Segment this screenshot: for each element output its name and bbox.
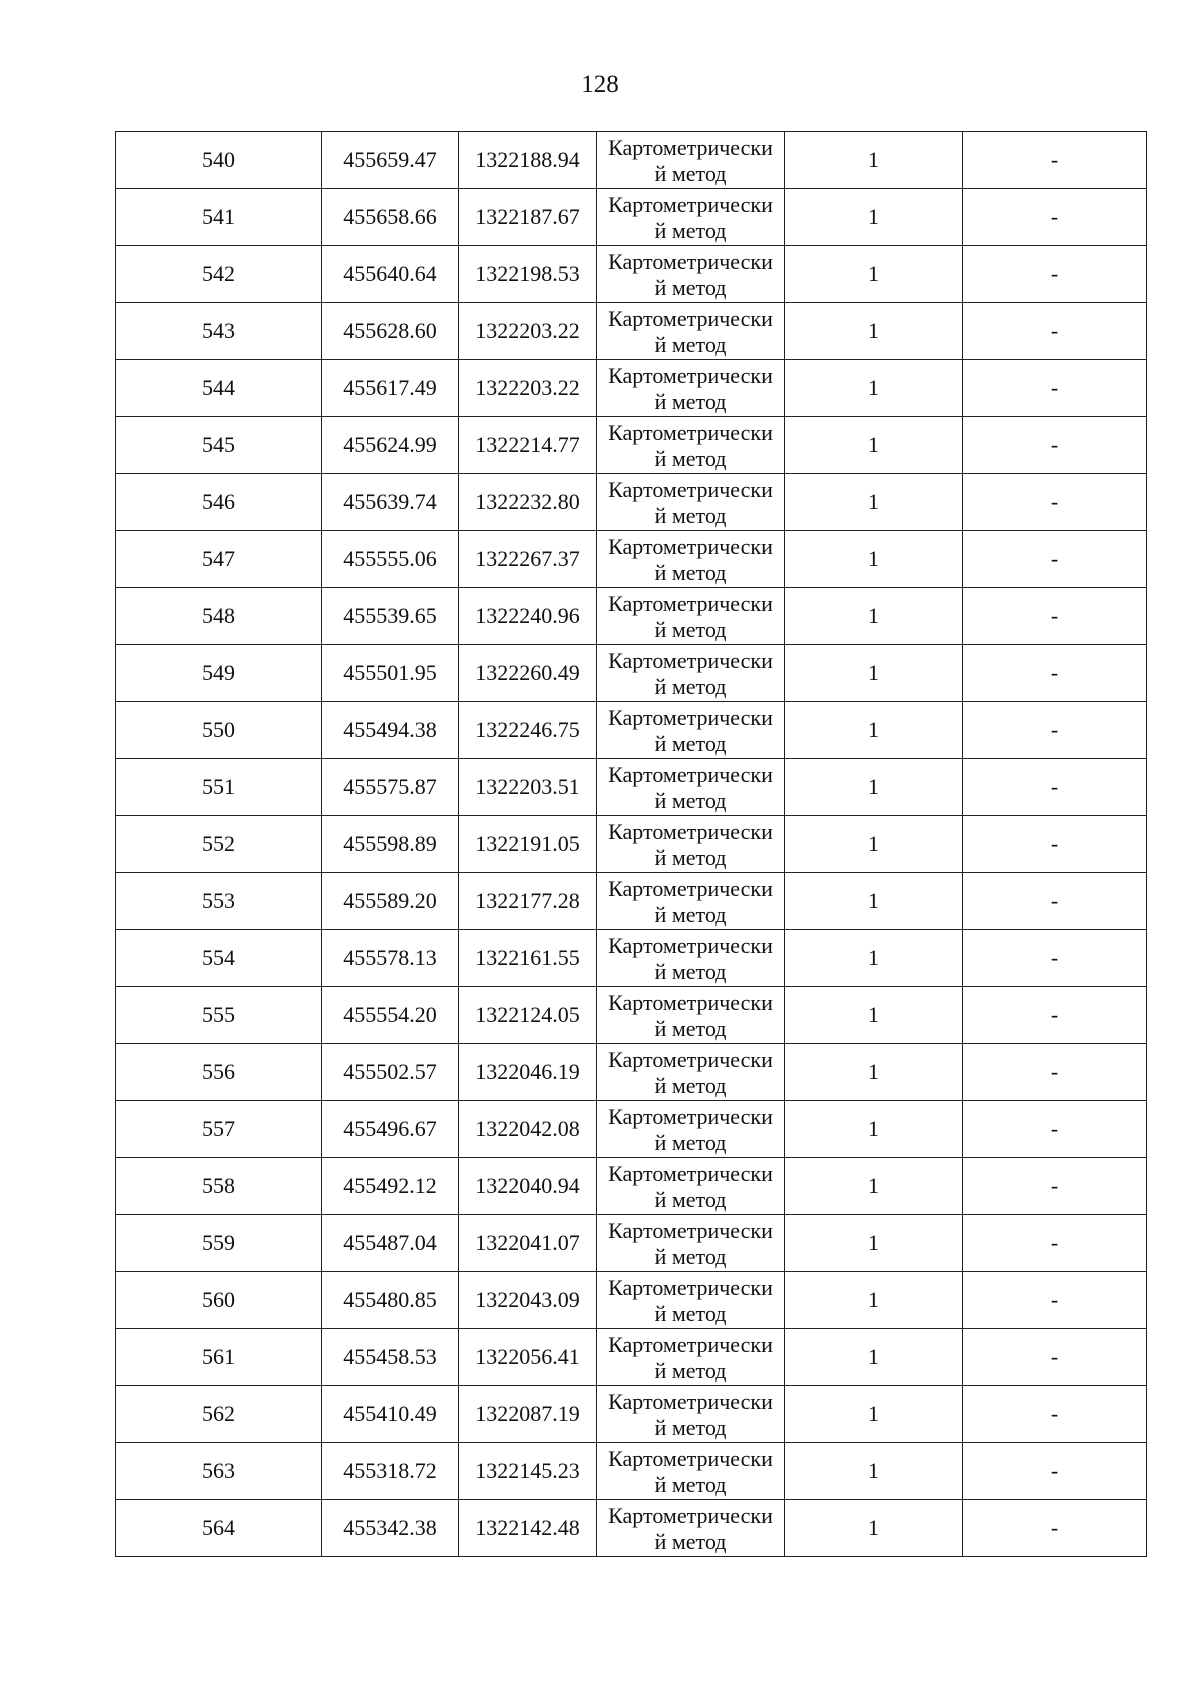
x-coordinate-cell: 455502.57	[322, 1044, 459, 1101]
precision-cell: 1	[785, 702, 963, 759]
table-row	[116, 759, 1147, 816]
method-line-1: Картометрически	[608, 1161, 773, 1186]
precision-cell: 1	[785, 1272, 963, 1329]
method-line-2: й метод	[654, 161, 727, 186]
precision-cell: 1	[785, 759, 963, 816]
method-cell	[597, 816, 785, 873]
table-row	[116, 1101, 1147, 1158]
table-row	[116, 531, 1147, 588]
table-row	[116, 360, 1147, 417]
method-cell	[597, 645, 785, 702]
y-coordinate-cell: 1322246.75	[459, 702, 597, 759]
method-line-2: й метод	[654, 1301, 727, 1326]
x-coordinate-cell: 455659.47	[322, 132, 459, 189]
method-line-1: Картометрически	[608, 762, 773, 787]
method-cell	[597, 930, 785, 987]
x-coordinate-cell: 455578.13	[322, 930, 459, 987]
y-coordinate-cell: 1322161.55	[459, 930, 597, 987]
description-cell: -	[963, 531, 1147, 588]
method-cell	[597, 1386, 785, 1443]
description-cell: -	[963, 246, 1147, 303]
x-coordinate-cell: 455501.95	[322, 645, 459, 702]
description-cell: -	[963, 1215, 1147, 1272]
method-line-2: й метод	[654, 1187, 727, 1212]
table-row	[116, 303, 1147, 360]
method-line-1: Картометрически	[608, 1503, 773, 1528]
method-line-2: й метод	[654, 446, 727, 471]
x-coordinate-cell: 455640.64	[322, 246, 459, 303]
point-number-cell: 554	[116, 930, 322, 987]
method-line-2: й метод	[654, 332, 727, 357]
x-coordinate-cell: 455487.04	[322, 1215, 459, 1272]
point-number-cell: 548	[116, 588, 322, 645]
method-line-2: й метод	[654, 1244, 727, 1269]
y-coordinate-cell: 1322203.22	[459, 360, 597, 417]
x-coordinate-cell: 455494.38	[322, 702, 459, 759]
y-coordinate-cell: 1322187.67	[459, 189, 597, 246]
method-line-2: й метод	[654, 1073, 727, 1098]
point-number-cell: 558	[116, 1158, 322, 1215]
page-number: 128	[581, 71, 619, 98]
precision-cell: 1	[785, 930, 963, 987]
method-line-2: й метод	[654, 959, 727, 984]
y-coordinate-cell: 1322124.05	[459, 987, 597, 1044]
method-cell	[597, 132, 785, 189]
method-line-2: й метод	[654, 389, 727, 414]
method-line-1: Картометрически	[608, 1104, 773, 1129]
x-coordinate-cell: 455492.12	[322, 1158, 459, 1215]
method-cell	[597, 531, 785, 588]
table-row	[116, 987, 1147, 1044]
method-cell	[597, 588, 785, 645]
description-cell: -	[963, 873, 1147, 930]
precision-cell: 1	[785, 531, 963, 588]
method-cell	[597, 1443, 785, 1500]
description-cell: -	[963, 930, 1147, 987]
description-cell: -	[963, 1158, 1147, 1215]
method-cell	[597, 1158, 785, 1215]
method-line-2: й метод	[654, 617, 727, 642]
method-line-2: й метод	[654, 1529, 727, 1554]
precision-cell: 1	[785, 873, 963, 930]
method-cell	[597, 1101, 785, 1158]
y-coordinate-cell: 1322232.80	[459, 474, 597, 531]
coordinates-table-body	[116, 132, 1147, 1557]
precision-cell: 1	[785, 189, 963, 246]
y-coordinate-cell: 1322203.51	[459, 759, 597, 816]
method-line-2: й метод	[654, 1415, 727, 1440]
point-number-cell: 545	[116, 417, 322, 474]
x-coordinate-cell: 455598.89	[322, 816, 459, 873]
x-coordinate-cell: 455575.87	[322, 759, 459, 816]
point-number-cell: 557	[116, 1101, 322, 1158]
precision-cell: 1	[785, 246, 963, 303]
y-coordinate-cell: 1322056.41	[459, 1329, 597, 1386]
point-number-cell: 550	[116, 702, 322, 759]
point-number-cell: 551	[116, 759, 322, 816]
precision-cell: 1	[785, 987, 963, 1044]
method-line-1: Картометрически	[608, 306, 773, 331]
method-line-1: Картометрически	[608, 1218, 773, 1243]
precision-cell: 1	[785, 1386, 963, 1443]
method-line-1: Картометрически	[608, 1446, 773, 1471]
description-cell: -	[963, 1329, 1147, 1386]
x-coordinate-cell: 455539.65	[322, 588, 459, 645]
point-number-cell: 544	[116, 360, 322, 417]
point-number-cell: 561	[116, 1329, 322, 1386]
method-line-1: Картометрически	[608, 363, 773, 388]
y-coordinate-cell: 1322142.48	[459, 1500, 597, 1557]
description-cell: -	[963, 816, 1147, 873]
table-row	[116, 588, 1147, 645]
point-number-cell: 562	[116, 1386, 322, 1443]
method-line-1: Картометрически	[608, 819, 773, 844]
precision-cell: 1	[785, 303, 963, 360]
method-cell	[597, 1329, 785, 1386]
x-coordinate-cell: 455554.20	[322, 987, 459, 1044]
table-row	[116, 816, 1147, 873]
method-line-1: Картометрически	[608, 249, 773, 274]
point-number-cell: 543	[116, 303, 322, 360]
table-row	[116, 1044, 1147, 1101]
method-cell	[597, 702, 785, 759]
precision-cell: 1	[785, 816, 963, 873]
method-line-1: Картометрически	[608, 1389, 773, 1414]
x-coordinate-cell: 455496.67	[322, 1101, 459, 1158]
method-cell	[597, 189, 785, 246]
method-line-1: Картометрически	[608, 1275, 773, 1300]
method-cell	[597, 1044, 785, 1101]
point-number-cell: 552	[116, 816, 322, 873]
table-row	[116, 189, 1147, 246]
method-line-1: Картометрически	[608, 876, 773, 901]
method-cell	[597, 873, 785, 930]
method-line-2: й метод	[654, 503, 727, 528]
x-coordinate-cell: 455628.60	[322, 303, 459, 360]
point-number-cell: 542	[116, 246, 322, 303]
method-cell	[597, 474, 785, 531]
point-number-cell: 556	[116, 1044, 322, 1101]
x-coordinate-cell: 455624.99	[322, 417, 459, 474]
method-line-2: й метод	[654, 1472, 727, 1497]
method-line-1: Картометрически	[608, 192, 773, 217]
table-row	[116, 1272, 1147, 1329]
table-row	[116, 930, 1147, 987]
method-line-1: Картометрически	[608, 1332, 773, 1357]
method-cell	[597, 1215, 785, 1272]
method-line-1: Картометрически	[608, 591, 773, 616]
description-cell: -	[963, 1272, 1147, 1329]
y-coordinate-cell: 1322040.94	[459, 1158, 597, 1215]
method-line-1: Картометрически	[608, 135, 773, 160]
description-cell: -	[963, 474, 1147, 531]
method-line-2: й метод	[654, 674, 727, 699]
precision-cell: 1	[785, 1101, 963, 1158]
y-coordinate-cell: 1322145.23	[459, 1443, 597, 1500]
method-cell	[597, 759, 785, 816]
method-line-1: Картометрически	[608, 477, 773, 502]
method-line-2: й метод	[654, 788, 727, 813]
precision-cell: 1	[785, 645, 963, 702]
method-line-1: Картометрически	[608, 933, 773, 958]
table-row	[116, 132, 1147, 189]
x-coordinate-cell: 455589.20	[322, 873, 459, 930]
y-coordinate-cell: 1322087.19	[459, 1386, 597, 1443]
method-cell	[597, 1500, 785, 1557]
table-row	[116, 474, 1147, 531]
description-cell: -	[963, 1044, 1147, 1101]
description-cell: -	[963, 588, 1147, 645]
y-coordinate-cell: 1322260.49	[459, 645, 597, 702]
point-number-cell: 563	[116, 1443, 322, 1500]
x-coordinate-cell: 455410.49	[322, 1386, 459, 1443]
y-coordinate-cell: 1322043.09	[459, 1272, 597, 1329]
precision-cell: 1	[785, 1500, 963, 1557]
point-number-cell: 547	[116, 531, 322, 588]
precision-cell: 1	[785, 132, 963, 189]
description-cell: -	[963, 1443, 1147, 1500]
x-coordinate-cell: 455480.85	[322, 1272, 459, 1329]
precision-cell: 1	[785, 1443, 963, 1500]
method-cell	[597, 417, 785, 474]
x-coordinate-cell: 455617.49	[322, 360, 459, 417]
point-number-cell: 560	[116, 1272, 322, 1329]
precision-cell: 1	[785, 474, 963, 531]
method-line-1: Картометрически	[608, 990, 773, 1015]
precision-cell: 1	[785, 1215, 963, 1272]
point-number-cell: 549	[116, 645, 322, 702]
method-line-2: й метод	[654, 845, 727, 870]
y-coordinate-cell: 1322214.77	[459, 417, 597, 474]
description-cell: -	[963, 987, 1147, 1044]
x-coordinate-cell: 455555.06	[322, 531, 459, 588]
y-coordinate-cell: 1322041.07	[459, 1215, 597, 1272]
y-coordinate-cell: 1322188.94	[459, 132, 597, 189]
method-line-2: й метод	[654, 275, 727, 300]
method-cell	[597, 303, 785, 360]
table-row	[116, 417, 1147, 474]
precision-cell: 1	[785, 1329, 963, 1386]
table-row	[116, 1500, 1147, 1557]
method-line-2: й метод	[654, 731, 727, 756]
method-line-1: Картометрически	[608, 534, 773, 559]
coordinates-table	[115, 131, 1147, 1557]
description-cell: -	[963, 303, 1147, 360]
point-number-cell: 559	[116, 1215, 322, 1272]
description-cell: -	[963, 360, 1147, 417]
method-cell	[597, 1272, 785, 1329]
description-cell: -	[963, 1101, 1147, 1158]
description-cell: -	[963, 417, 1147, 474]
method-line-2: й метод	[654, 560, 727, 585]
y-coordinate-cell: 1322267.37	[459, 531, 597, 588]
x-coordinate-cell: 455639.74	[322, 474, 459, 531]
precision-cell: 1	[785, 360, 963, 417]
y-coordinate-cell: 1322042.08	[459, 1101, 597, 1158]
table-row	[116, 1443, 1147, 1500]
description-cell: -	[963, 132, 1147, 189]
y-coordinate-cell: 1322240.96	[459, 588, 597, 645]
table-row	[116, 702, 1147, 759]
table-row	[116, 246, 1147, 303]
x-coordinate-cell: 455318.72	[322, 1443, 459, 1500]
point-number-cell: 546	[116, 474, 322, 531]
precision-cell: 1	[785, 1044, 963, 1101]
x-coordinate-cell: 455342.38	[322, 1500, 459, 1557]
method-cell	[597, 987, 785, 1044]
method-line-1: Картометрически	[608, 1047, 773, 1072]
method-line-2: й метод	[654, 1016, 727, 1041]
point-number-cell: 564	[116, 1500, 322, 1557]
point-number-cell: 541	[116, 189, 322, 246]
table-row	[116, 1158, 1147, 1215]
method-line-1: Картометрически	[608, 420, 773, 445]
table-row	[116, 645, 1147, 702]
table-row	[116, 1329, 1147, 1386]
method-line-2: й метод	[654, 1358, 727, 1383]
precision-cell: 1	[785, 1158, 963, 1215]
precision-cell: 1	[785, 588, 963, 645]
description-cell: -	[963, 189, 1147, 246]
description-cell: -	[963, 1386, 1147, 1443]
description-cell: -	[963, 759, 1147, 816]
y-coordinate-cell: 1322177.28	[459, 873, 597, 930]
point-number-cell: 555	[116, 987, 322, 1044]
y-coordinate-cell: 1322046.19	[459, 1044, 597, 1101]
method-line-2: й метод	[654, 218, 727, 243]
method-line-1: Картометрически	[608, 648, 773, 673]
method-line-2: й метод	[654, 902, 727, 927]
table-row	[116, 873, 1147, 930]
description-cell: -	[963, 1500, 1147, 1557]
point-number-cell: 553	[116, 873, 322, 930]
y-coordinate-cell: 1322191.05	[459, 816, 597, 873]
point-number-cell: 540	[116, 132, 322, 189]
description-cell: -	[963, 645, 1147, 702]
y-coordinate-cell: 1322198.53	[459, 246, 597, 303]
method-line-1: Картометрически	[608, 705, 773, 730]
x-coordinate-cell: 455458.53	[322, 1329, 459, 1386]
table-row	[116, 1215, 1147, 1272]
table-row	[116, 1386, 1147, 1443]
method-cell	[597, 360, 785, 417]
x-coordinate-cell: 455658.66	[322, 189, 459, 246]
description-cell: -	[963, 702, 1147, 759]
precision-cell: 1	[785, 417, 963, 474]
method-line-2: й метод	[654, 1130, 727, 1155]
y-coordinate-cell: 1322203.22	[459, 303, 597, 360]
method-cell	[597, 246, 785, 303]
